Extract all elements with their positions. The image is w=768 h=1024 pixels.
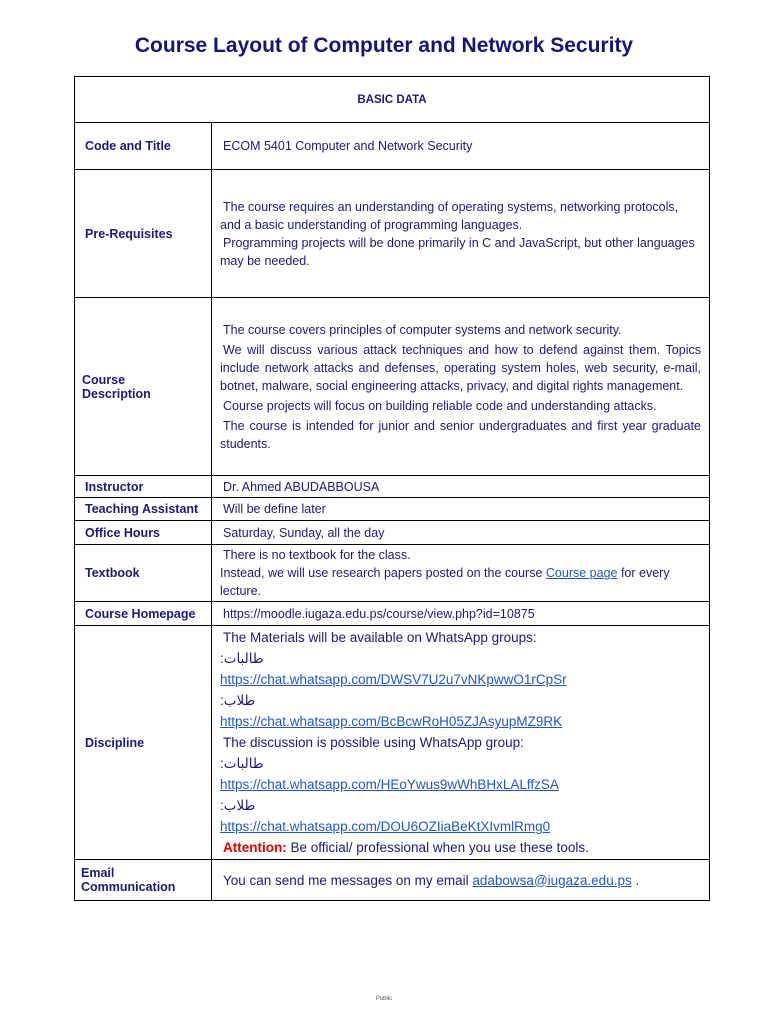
textbook-line-2-start: Instead, we will use research papers posted on the course — [220, 566, 546, 580]
prereq-paragraph-1: The course requires an understanding of operating systems, networking protocols, and a basic understanding of programming languages. — [220, 199, 679, 232]
textbook-line-2-end: for every lecture. — [220, 566, 670, 598]
prereq-paragraph-2: Programming projects will be done primarily in C and JavaScript, but other languages may be needed. — [220, 235, 695, 268]
footer-label: Public — [375, 996, 393, 1002]
description-paragraph-1: The course covers principles of computer systems and network security. — [223, 322, 622, 337]
row-value-description — [212, 298, 710, 476]
discipline-intro-2: The discussion is possible using WhatsApp group: — [223, 735, 524, 750]
table-header: BASIC DATA — [75, 77, 710, 123]
row-value-ta — [212, 498, 710, 521]
row-label-textbook: Textbook — [75, 545, 212, 602]
table-row — [75, 860, 710, 901]
textbook-line-1: There is no textbook for the class. — [223, 548, 411, 562]
row-label-instructor: Instructor — [75, 476, 212, 498]
whatsapp-link[interactable]: https://chat.whatsapp.com/DOU6OZIiaBeKtXIvmlRmg0 — [220, 819, 551, 834]
course-page-link[interactable]: Course page — [545, 566, 618, 580]
row-label-office-hours: Office Hours — [75, 521, 212, 545]
table-row — [75, 476, 710, 498]
row-value-email — [212, 860, 710, 901]
course-table — [74, 76, 710, 901]
row-label-homepage: Course Homepage — [75, 602, 212, 626]
email-line — [220, 870, 701, 891]
table-row — [75, 626, 710, 860]
page-title: Course Layout of Computer and Network Security — [134, 34, 634, 57]
row-value-code-title — [212, 123, 710, 170]
attention-label: Attention: — [223, 840, 287, 855]
table-row — [75, 123, 710, 170]
female-group-label-1: طالبات: — [220, 651, 264, 666]
course-code-text: ECOM 5401 Computer and Network Security — [223, 139, 473, 153]
whatsapp-link[interactable]: https://chat.whatsapp.com/BcBcwRoH05ZJAsyupMZ9RK — [220, 714, 563, 729]
row-label-email — [75, 860, 212, 901]
discipline-intro-1: The Materials will be available on WhatsApp groups: — [223, 630, 537, 645]
description-paragraph-2: We will discuss various attack techniques and how to defend against them. Topics include network attacks and defenses, operating system holes, web security, e-mail, botnet, malware, social engineering attacks, privacy, and digital rights management. — [220, 342, 701, 393]
instructor-name: Dr. Ahmed ABUDABBOUSA — [223, 479, 380, 494]
table-row — [75, 602, 710, 626]
ta-name: Will be define later — [223, 502, 326, 516]
description-paragraph-3: Course projects will focus on building reliable code and understanding attacks. — [223, 398, 657, 413]
description-paragraph-4: The course is intended for junior and senior undergraduates and first year graduate students. — [220, 418, 701, 451]
female-group-label-2: طالبات: — [220, 756, 264, 771]
male-group-label-1: طلاب: — [220, 693, 256, 708]
office-hours-text: Saturday, Sunday, all the day — [223, 525, 385, 540]
male-group-label-2: طلاب: — [220, 798, 256, 813]
whatsapp-link-4 — [220, 816, 701, 837]
table-row — [75, 521, 710, 545]
row-value-instructor — [212, 476, 710, 498]
row-label-code-title: Code and Title — [75, 123, 212, 170]
table-row — [75, 298, 710, 476]
whatsapp-link-3 — [220, 774, 701, 795]
description-label: Course Description — [82, 372, 151, 401]
row-label-discipline: Discipline — [75, 626, 212, 860]
whatsapp-link-2 — [220, 711, 701, 732]
whatsapp-link-1 — [220, 669, 701, 690]
homepage-url: https://moodle.iugaza.edu.ps/course/view.php?id=10875 — [223, 606, 535, 621]
table-row — [75, 498, 710, 521]
whatsapp-link[interactable]: https://chat.whatsapp.com/DWSV7U2u7vNKpwwO1rCpSr — [220, 672, 567, 687]
whatsapp-link[interactable]: https://chat.whatsapp.com/HEoYwus9wWhBHxLALffzSA — [220, 777, 559, 792]
row-value-homepage — [212, 602, 710, 626]
email-text: You can send me messages on my email — [223, 872, 473, 888]
table-header-row — [75, 77, 710, 123]
table-row — [75, 545, 710, 602]
attention-text: Be official/ professional when you use these tools. — [286, 840, 589, 855]
textbook-line-2 — [220, 564, 701, 600]
email-end: . — [631, 872, 640, 888]
row-value-office-hours — [212, 521, 710, 545]
row-value-prereq — [212, 170, 710, 298]
row-label-prereq: Pre-Requisites — [75, 170, 212, 298]
row-label-description — [75, 298, 212, 476]
table-row — [75, 170, 710, 298]
row-label-ta: Teaching Assistant — [75, 498, 212, 521]
row-value-discipline — [212, 626, 710, 860]
email-link[interactable]: adabowsa@iugaza.edu.ps — [472, 872, 632, 888]
row-value-textbook — [212, 545, 710, 602]
email-label: Email Communication — [81, 866, 176, 894]
attention-line — [220, 837, 701, 858]
